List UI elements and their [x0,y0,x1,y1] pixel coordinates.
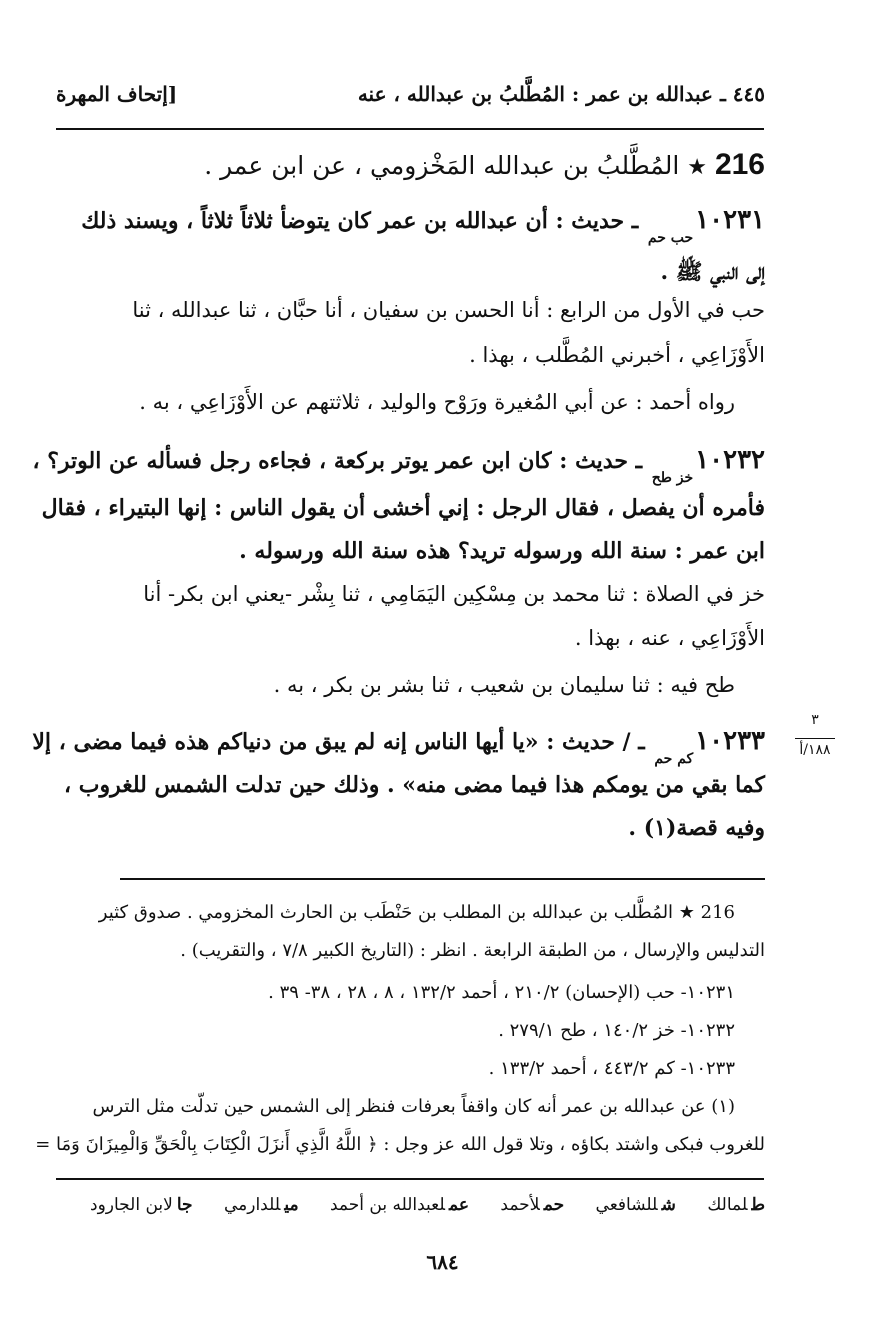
margin-folio-number: ٣ [811,712,819,728]
hadith-text: ـ حديث : أن عبدالله بن عمر كان يتوضأ ثلاثاً ثلاثاً ، ويسند ذلك [81,208,639,234]
abbr-item [330,1195,469,1215]
hadith-10233-line-3: وفيه قصة(١) . [628,815,765,841]
footnote-rule [120,878,765,880]
abbr-meaning: للشافعي [595,1195,658,1215]
footnote-line-1: 216 ★ المُطَّلب بن عبدالله بن المطلب بن حَنْطَب بن الحارث المخزومي . صدوق كثير [98,902,735,923]
abbreviations-rule [56,1178,764,1180]
hadith-number: ١٠٢٣٣ [695,726,765,756]
hadith-10232-source-3: طح فيه : ثنا سليمان بن شعيب ، ثنا بشر بن بكر ، به . [273,673,735,697]
hadith-10233-line-1 [32,726,765,767]
footnote-line-7: للغروب فبكى واشتد بكاؤه ، وتلا قول الله عز وجل : ﴿ اللَّهُ الَّذِي أَنزَلَ الْكِتَابَ بِالْحَقِّ وَالْمِيزَانَ وَمَا = [35,1134,765,1155]
abbr-code: جا [176,1195,193,1215]
abbr-item [707,1195,765,1215]
section-heading [53,148,765,182]
abbr-code: عم [449,1195,469,1215]
abbr-meaning: للدارمي [223,1195,281,1215]
abbr-meaning: لمالك [707,1195,748,1215]
section-title: المُطَّلبُ بن عبدالله المَخْزومي ، عن ابن عمر . [204,151,680,180]
hadith-10232-source-2: الأَوْزَاعِي ، عنه ، بهذا . [574,626,765,650]
abbr-code: ش [661,1195,676,1215]
hadith-10233-line-2: كما بقي من يومكم هذا فيما مضى منه» . وذلك حين تدلت الشمس للغروب ، [64,772,765,798]
margin-folio-ref: ١٨٨/أ [799,742,831,758]
footnote-line-3: ١٠٢٣١- حب (الإحسان) ٢١٠/٢ ، أحمد ١٣٢/٢ ، ٨ ، ٢٨ ، ٣٨- ٣٩ . [268,982,735,1003]
hadith-10231-source-3: رواه أحمد : عن أبي المُغيرة ورَوْح والوليد ، ثلاثتهم عن الأَوْزَاعِي ، به . [139,390,735,414]
abbr-meaning: لأحمد [500,1195,540,1215]
abbr-meaning: لعبدالله بن أحمد [330,1195,445,1215]
section-number: 216 [714,148,765,181]
hadith-number: ١٠٢٣١ [695,205,765,235]
abbr-code: ط [751,1195,765,1215]
abbr-item [500,1195,564,1215]
abbr-code: مي [284,1195,299,1215]
source-codes: كم حم [654,751,694,767]
hadith-10232-line-3: ابن عمر : سنة الله ورسوله تريد؟ هذه سنة الله ورسوله . [239,538,765,564]
source-codes: حب حم [647,230,694,246]
footnote-line-4: ١٠٢٣٢- خز ١٤٠/٢ ، طح ٢٧٩/١ . [498,1020,735,1041]
hadith-text: ـ حديث : كان ابن عمر يوتر بركعة ، فجاءه رجل فسأله عن الوتر؟ ، [32,448,643,474]
abbr-item [224,1195,299,1215]
abbr-item [90,1195,193,1215]
source-codes: خز طح [651,470,694,486]
hadith-10231-source-1: حب في الأول من الرابع : أنا الحسن بن سفيان ، أنا حبَّان ، ثنا عبدالله ، ثنا [132,298,765,322]
footnote-line-2: التدليس والإرسال ، من الطبقة الرابعة . انظر : (التاريخ الكبير ٧/٨ ، والتقريب) . [180,940,765,961]
hadith-10232-source-1: خز في الصلاة : ثنا محمد بن مِسْكِين اليَمَامِي ، ثنا بِشْر -يعني ابن بكر- أنا [143,582,765,606]
margin-rule [795,738,835,739]
abbr-code: حم [543,1195,565,1215]
hadith-number: ١٠٢٣٢ [695,445,765,475]
header-rule [56,128,764,130]
abbreviations-key [53,1195,765,1215]
hadith-10232-line-1 [32,445,765,486]
footnote-line-6: (١) عن عبدالله بن عمر أنه كان واقفاً بعرفات فنظر إلى الشمس حين تدلّت مثل الترس [92,1096,735,1117]
running-header-title: ٤٤٥ ـ عبدالله بن عمر : المُطَّلبُ بن عبدالله ، عنه [357,82,765,106]
star-icon: ★ [687,155,707,180]
hadith-10231-source-2: الأَوْزَاعِي ، أخبرني المُطَّلب ، بهذا . [469,343,765,367]
hadith-10232-line-2: فأمره أن يفصل ، فقال الرجل : إني أخشى أن يقول الناس : إنها البتيراء ، فقال [41,495,765,521]
running-header-book: [إتحاف المهرة [56,82,178,106]
hadith-text: ـ / حديث : «يا أيها الناس إنه لم يبق من دنياكم هذه فيما مضى ، إلا [32,729,645,755]
page-number: ٦٨٤ [426,1250,459,1274]
hadith-10231-line-1 [53,205,765,246]
abbr-item [596,1195,676,1215]
footnote-line-5: ١٠٢٣٣- كم ٤٤٣/٢ ، أحمد ١٣٣/٢ . [488,1058,735,1079]
hadith-10231-line-2: إلى النبي ﷺ . [660,259,765,285]
abbr-meaning: لابن الجارود [90,1195,173,1215]
